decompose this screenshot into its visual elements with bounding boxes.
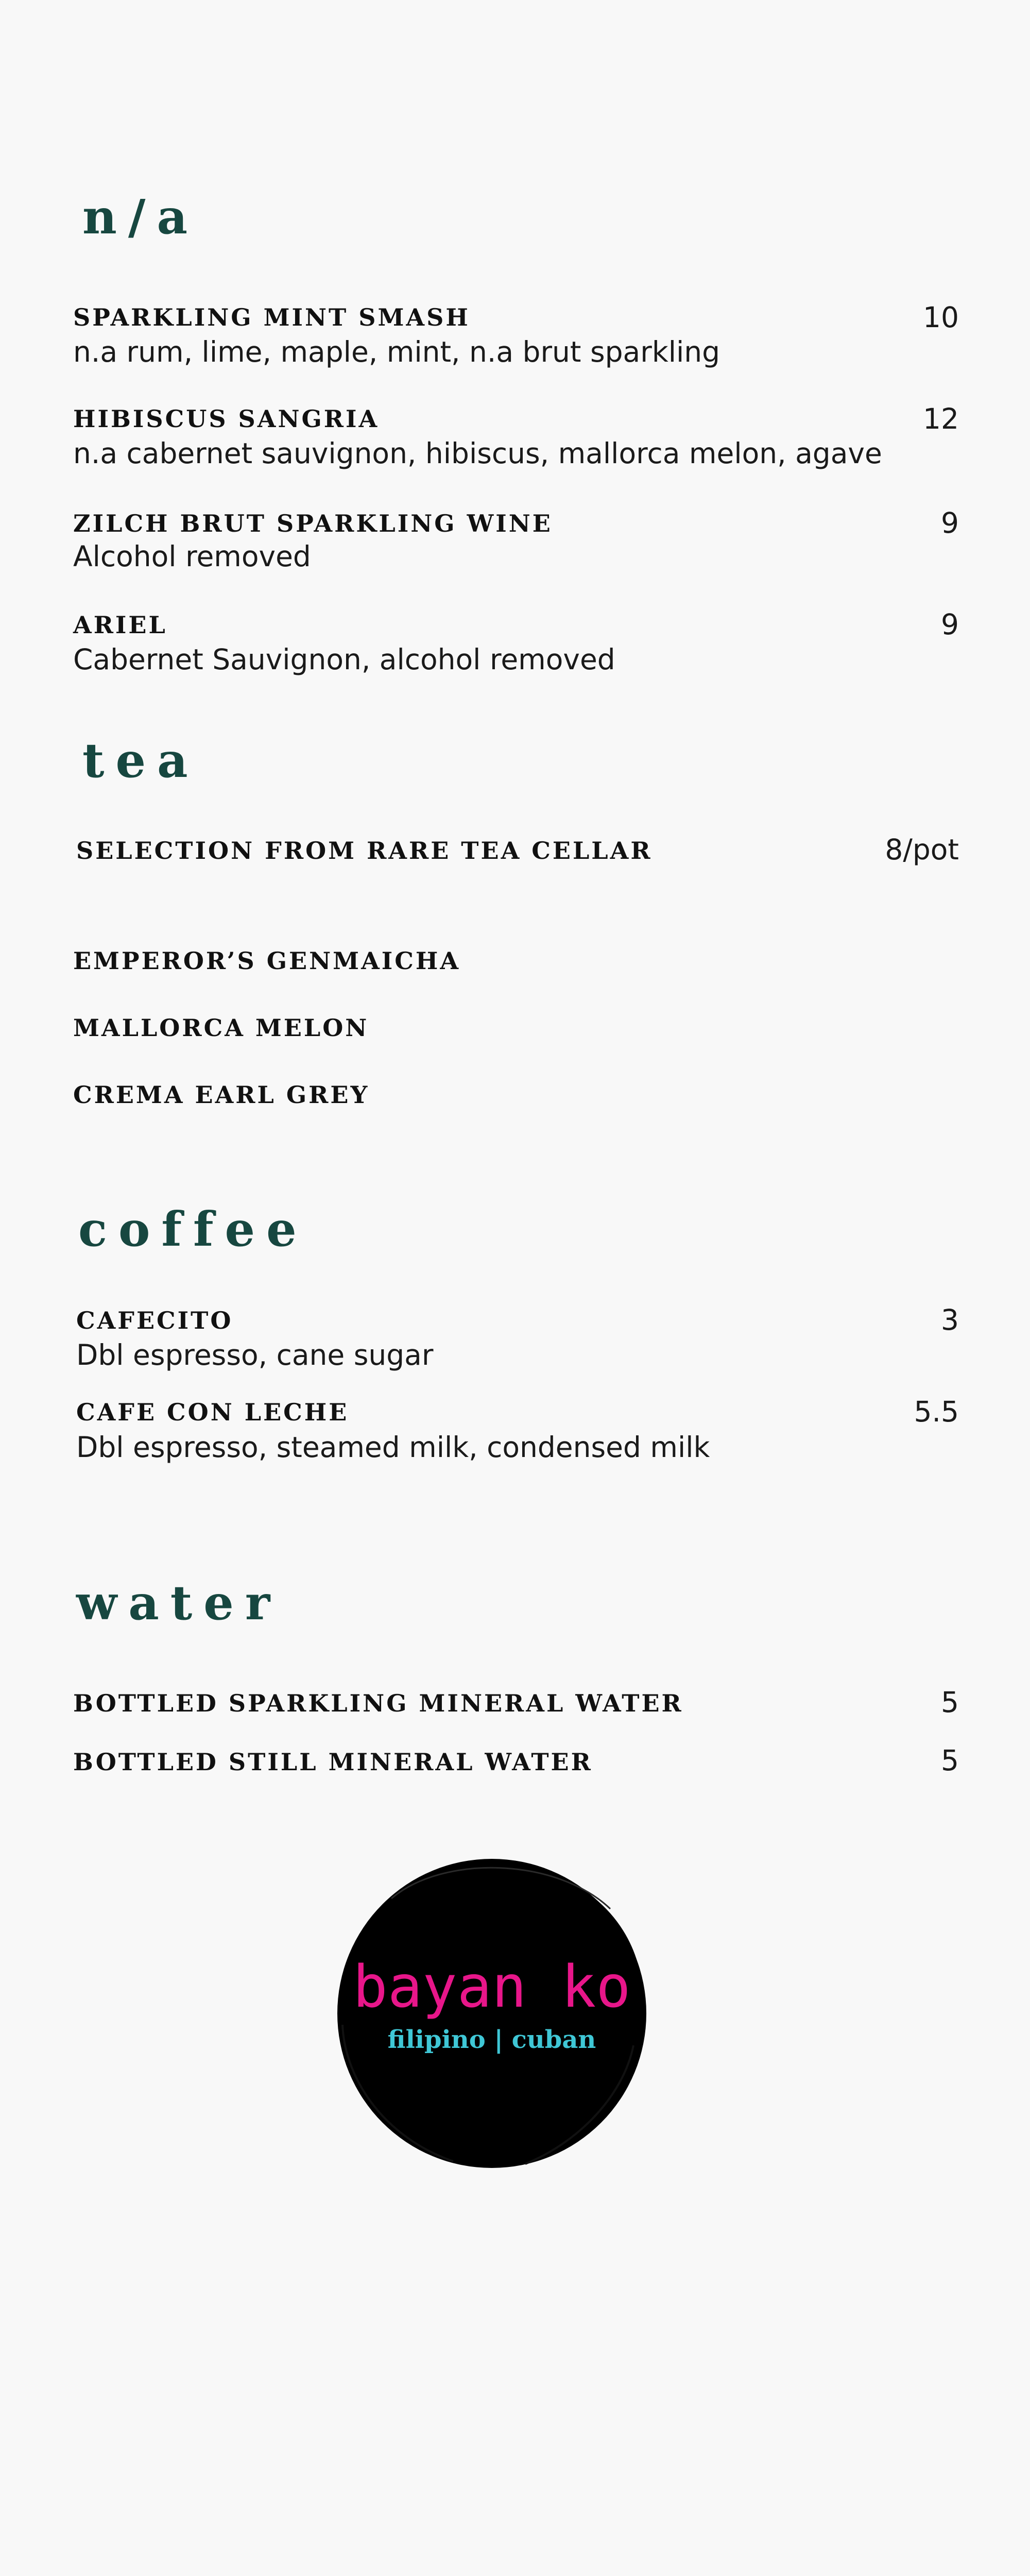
menu-item-description: Dbl espresso, cane sugar xyxy=(76,1338,434,1371)
menu-item-description: n.a rum, lime, maple, mint, n.a brut sparkling xyxy=(73,335,720,368)
tea-item-name: MALLORCA MELON xyxy=(73,1014,369,1042)
menu-item-name: BOTTLED STILL MINERAL WATER xyxy=(73,1748,593,1776)
tea-item-name: EMPEROR’S GENMAICHA xyxy=(73,947,461,975)
menu-item-description: Alcohol removed xyxy=(73,540,311,573)
tea-item-name: CREMA EARL GREY xyxy=(73,1081,370,1109)
logo-title: bayan ko xyxy=(353,1954,631,2021)
menu-item-name: BOTTLED SPARKLING MINERAL WATER xyxy=(73,1689,683,1717)
section-heading-water: water xyxy=(76,1575,282,1631)
menu-item-price: 5.5 xyxy=(914,1395,959,1428)
menu-item-description: Cabernet Sauvignon, alcohol removed xyxy=(73,643,615,676)
menu-item-description: Dbl espresso, steamed milk, condensed milk xyxy=(76,1431,710,1464)
section-heading-tea: tea xyxy=(82,733,199,788)
menu-item-name: ARIEL xyxy=(73,611,167,639)
menu-item-price: 10 xyxy=(923,301,959,334)
menu-item-name: ZILCH BRUT SPARKLING WINE xyxy=(73,510,553,537)
menu-item-price: 9 xyxy=(941,608,959,641)
tea-selection-name: SELECTION FROM RARE TEA CELLAR xyxy=(76,837,653,865)
tea-selection-price: 8/pot xyxy=(885,833,959,866)
menu-item-description: n.a cabernet sauvignon, hibiscus, mallorca melon, agave xyxy=(73,437,882,470)
menu-item-price: 5 xyxy=(941,1686,959,1719)
menu-item-price: 5 xyxy=(941,1744,959,1777)
logo-subtitle: filipino | cuban xyxy=(387,2025,596,2054)
section-heading-na: n/a xyxy=(82,189,199,245)
restaurant-logo xyxy=(330,1850,654,2174)
menu-item-name: CAFECITO xyxy=(76,1307,233,1334)
menu-item-name: SPARKLING MINT SMASH xyxy=(73,303,470,331)
menu-item-name: CAFE CON LECHE xyxy=(76,1398,349,1426)
menu-item-name: HIBISCUS SANGRIA xyxy=(73,405,380,433)
menu-item-price: 9 xyxy=(941,506,959,539)
menu-item-price: 12 xyxy=(923,402,959,435)
menu-item-price: 3 xyxy=(941,1303,959,1336)
section-heading-coffee: coffee xyxy=(78,1201,308,1257)
